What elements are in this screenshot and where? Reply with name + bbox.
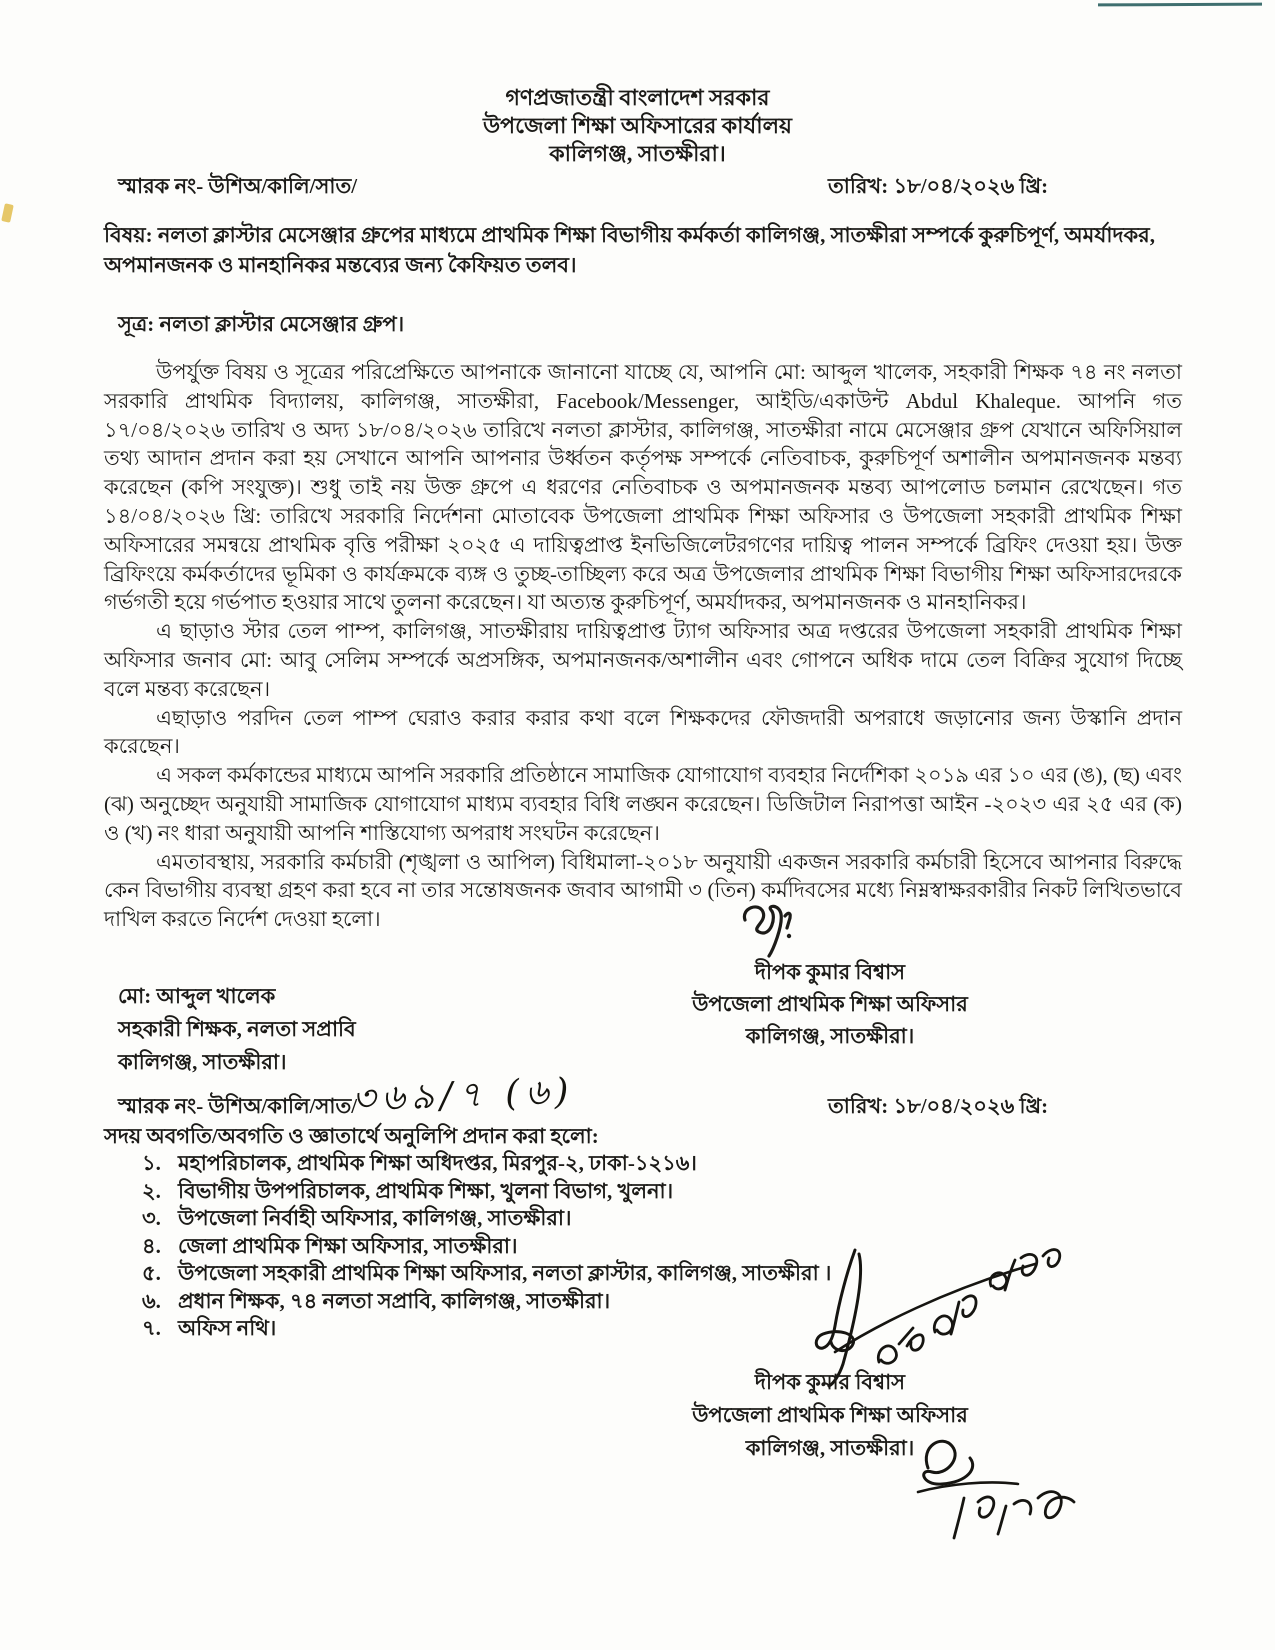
scan-edge-artifact (1098, 3, 1262, 7)
body-paragraph-1: উপর্যুক্ত বিষয় ও সূত্রের পরিপ্রেক্ষিতে আপনাকে জানানো যাচ্ছে যে, আপনি মো: আব্দুল খালেক, সহকারী শিক্ষক ৭৪ নং নলতা সরকারি প্রাথমিক বিদ্যালয়, কালিগঞ্জ, সাতক্ষীরা, Facebook/Messenger, আইডি/একাউন্ট Abdul Khaleque. আপনি গত ১৭/০৪/২০২৬ তারিখ ও অদ্য ১৮/০৪/২০২৬ তারিখে নলতা ক্লাস্টার, কালিগঞ্জ, সাতক্ষীরা নামে মেসেঞ্জার গ্রুপ যেখানে অফিসিয়াল তথ্য আদান প্রদান করা হয় সেখানে আপনি আপনার উর্ধ্বতন কর্তৃপক্ষ সম্পর্কে নেতিবাচক, কুরুচিপূর্ণ অশালীন অপমানজনক মন্তব্য করেছেন (কপি সংযুক্ত)। শুধু তাই নয় উক্ত গ্রুপে এ ধরণের নেতিবাচক ও অপমানজনক মন্তব্য আপলোড চলমান রেখেছেন। গত ১৪/০৪/২০২৬ খ্রি: তারিখে সরকারি নির্দেশনা মোতাবেক উপজেলা প্রাথমিক শিক্ষা অফিসার ও উপজেলা সহকারী প্রাথমিক শিক্ষা অফিসারের সমন্বয়ে প্রাথমিক বৃত্তি পরীক্ষা ২০২৫ এ দায়িত্বপ্রাপ্ত ইনভিজিলেটরগণের দায়িত্ব পালন সম্পর্কে ব্রিফিং দেওয়া হয়। উক্ত ব্রিফিংয়ে কর্মকর্তাদের ভূমিকা ও কার্যক্রমকে ব্যঙ্গ ও তুচ্ছ-তাচ্ছিল্য করে অত্র উপজেলার প্রাথমিক শিক্ষা বিভাগীয় শিক্ষা অফিসারদেরকে গর্ভগতী হয়ে গর্ভপাত হওয়ার সাথে তুলনা করেছেন। যা অত্যন্ত কুরুচিপূর্ণ, অমর্যাদকর, অপমানজনক ও মানহানিকর। (104, 360, 1182, 615)
letterhead-office: উপজেলা শিক্ষা অফিসারের কার্যালয় (483, 113, 792, 138)
cc-item (142, 1178, 942, 1206)
letterhead-government: গণপ্রজাতন্ত্রী বাংলাদেশ সরকার (505, 85, 770, 110)
body-paragraph-3: এছাড়াও পরদিন তেল পাম্প ঘেরাও করার করার কথা বলে শিক্ষকদের ফৌজদারী অপরাধে জড়ানোর জন্য উস্কানি প্রদান করেছেন। (104, 705, 1182, 759)
cc-item-number: ২. (142, 1178, 161, 1203)
cc-item-text: মহাপরিচালক, প্রাথমিক শিক্ষা অধিদপ্তর, মিরপুর-২, ঢাকা-১২১৬। (178, 1151, 697, 1175)
memo-number-bottom: স্মারক নং- উশিঅ/কালি/সাত/ (118, 1094, 358, 1118)
subject-line: বিষয়: নলতা ক্লাস্টার মেসেঞ্জার গ্রুপের মাধ্যমে প্রাথমিক শিক্ষা বিভাগীয় কর্মকর্তা কালিগঞ্জ, সাতক্ষীরা সম্পর্কে কুরুচিপূর্ণ, অমর্যাদকর, অপমানজনক ও মানহানিকর মন্তব্যের জন্য কৈফিয়ত তলব। (104, 223, 1155, 277)
cc-item (142, 1205, 942, 1233)
letterhead (0, 84, 1275, 168)
signatory-block (655, 956, 1005, 1052)
scan-mark-artifact (1, 203, 14, 222)
cc-item-text: বিভাগীয় উপপরিচালক, প্রাথমিক শিক্ষা, খুলনা বিভাগ, খুলনা। (178, 1178, 674, 1203)
cc-heading: সদয় অবগতি/অবগতি ও জ্ঞাতার্থে অনুলিপি প্রদান করা হলো: (104, 1124, 599, 1148)
signatory-title: উপজেলা প্রাথমিক শিক্ষা অফিসার (692, 992, 968, 1016)
bottom-signatory-title: উপজেলা প্রাথমিক শিক্ষা অফিসার (692, 1403, 968, 1427)
memo-date-top: তারিখ: ১৮/০৪/২০২৬ খ্রি: (828, 174, 1049, 198)
signatory-name: দীপক কুমার বিশ্বাস (754, 960, 906, 984)
bottom-signatory-location: কালিগঞ্জ, সাতক্ষীরা। (745, 1436, 915, 1460)
body-paragraph-2: এ ছাড়াও স্টার তেল পাম্প, কালিগঞ্জ, সাতক্ষীরায় দায়িত্বপ্রাপ্ত ট্যাগ অফিসার অত্র দপ্তরের উপজেলা সহকারী প্রাথমিক শিক্ষা অফিসার জনাব মো: আবু সেলিম সম্পর্কে অপ্রসঙ্গিক, অপমানজনক/অশালীন এবং গোপনে অধিক দামে তেল বিক্রির সুযোগ দিচ্ছে বলে মন্তব্য করেছেন। (104, 619, 1182, 701)
reference-line: সূত্র: নলতা ক্লাস্টার মেসেঞ্জার গ্রুপ। (118, 312, 405, 336)
memo-date-bottom: তারিখ: ১৮/০৪/২০২৬ খ্রি: (828, 1094, 1049, 1118)
cc-item (142, 1150, 942, 1178)
signatory-location: কালিগঞ্জ, সাতক্ষীরা। (745, 1024, 915, 1048)
body-paragraph-5: এমতাবস্থায়, সরকারি কর্মচারী (শৃঙ্খলা ও আপিল) বিধিমালা-২০১৮ অনুযায়ী একজন সরকারি কর্মচারী হিসেবে আপনার বিরুদ্ধে কেন বিভাগীয় ব্যবস্থা গ্রহণ করা হবে না তার সন্তোষজনক জবাব আগামী ৩ (তিন) কর্মদিবসের মধ্যে নিম্নস্বাক্ষরকারীর নিকট লিখিতভাবে দাখিল করতে নির্দেশ দেওয়া হলো। (104, 849, 1182, 932)
addressee-block (118, 980, 356, 1079)
cc-item-text: উপজেলা নির্বাহী অফিসার, কালিগঞ্জ, সাতক্ষীরা। (178, 1206, 572, 1230)
cc-item-number: ৭. (142, 1316, 161, 1340)
addressee-name: মো: আব্দুল খালেক (118, 984, 276, 1008)
cc-item-number: ১. (142, 1151, 161, 1175)
bottom-signatory-name: দীপক কুমার বিশ্বাস (754, 1370, 906, 1394)
addressee-location: কালিগঞ্জ, সাতক্ষীরা। (118, 1050, 287, 1074)
cc-item-number: ৫. (142, 1261, 161, 1285)
letterhead-location: কালিগঞ্জ, সাতক্ষীরা। (549, 141, 726, 166)
body-paragraph-4: এ সকল কর্মকান্ডের মাধ্যমে আপনি সরকারি প্রতিষ্ঠানে সামাজিক যোগাযোগ ব্যবহার নির্দেশিকা ২০১৯ এর ১০ এর (ঙ), (ছ) এবং (ঝ) অনুচ্ছেদ অনুযায়ী সামাজিক যোগাযোগ মাধ্যম ব্যবহার বিধি লঙ্ঘন করেছেন। ডিজিটাল নিরাপত্তা আইন -২০২৩ এর ২৫ এর (ক) ও (খ) নং ধারা অনুযায়ী আপনি শাস্তিযোগ্য অপরাধ সংঘটন করেছেন। (104, 763, 1182, 845)
letter-body (104, 358, 1182, 934)
handwritten-memo-number: ৩৬৯/৭ (৬) (351, 1071, 576, 1120)
cc-item-text: উপজেলা সহকারী প্রাথমিক শিক্ষা অফিসার, নলতা ক্লাস্টার, কালিগঞ্জ, সাতক্ষীরা । (178, 1261, 832, 1285)
cc-item-number: ৩. (142, 1206, 161, 1230)
addressee-title: সহকারী শিক্ষক, নলতা সপ্রাবি (118, 1017, 356, 1041)
memo-number-top: স্মারক নং- উশিঅ/কালি/সাত/ (118, 174, 358, 198)
cc-item-number: ৬. (142, 1288, 161, 1313)
signature-icon (898, 1428, 1088, 1558)
cc-item-text: জেলা প্রাথমিক শিক্ষা অফিসার, সাতক্ষীরা। (178, 1233, 518, 1258)
signature-initial-icon (733, 898, 819, 960)
cc-item-text: অফিস নথি। (178, 1316, 277, 1340)
cc-item-number: ৪. (142, 1233, 161, 1258)
cc-item-text: প্রধান শিক্ষক, ৭৪ নলতা সপ্রাবি, কালিগঞ্জ, সাতক্ষীরা। (178, 1288, 611, 1313)
